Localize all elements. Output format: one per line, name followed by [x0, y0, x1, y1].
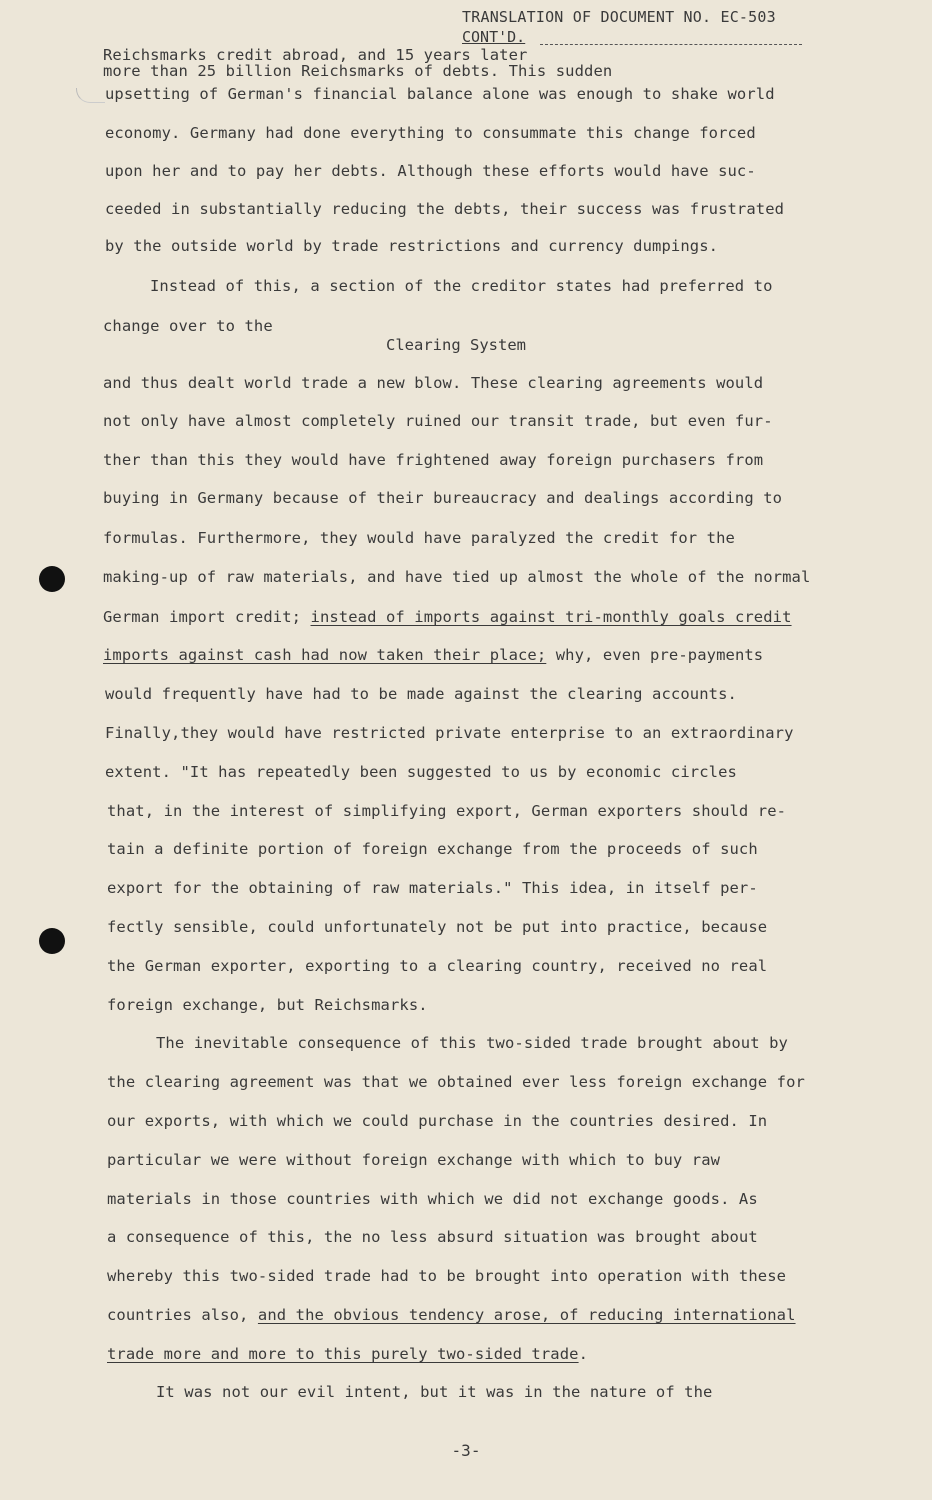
text-line [103, 608, 792, 626]
text-line: extent. "It has repeatedly been suggested to us by economic circles [105, 763, 737, 781]
text-line: buying in Germany because of their bureaucracy and dealings according to [103, 489, 783, 507]
underlined-phrase: imports against cash had now taken their place; [103, 646, 547, 664]
text-fragment: why, even pre-payments [555, 646, 764, 664]
text-line: would frequently have had to be made against the clearing accounts. [105, 685, 737, 703]
text-line: more than 25 billion Reichsmarks of debts. This sudden [103, 62, 613, 80]
text-line: whereby this two-sided trade had to be brought into operation with these [107, 1267, 787, 1285]
text-line: our exports, with which we could purchase in the countries desired. In [107, 1112, 768, 1130]
text-line: change over to the [103, 317, 273, 335]
text-line: formulas. Furthermore, they would have paralyzed the credit for the [103, 529, 735, 547]
text-line: ther than this they would have frightened away foreign purchasers from [103, 451, 764, 469]
underlined-phrase: instead of imports against tri-monthly goals credit [310, 608, 792, 626]
text-line: that, in the interest of simplifying export, German exporters should re- [107, 802, 787, 820]
text-line: The inevitable consequence of this two-sided trade brought about by [156, 1034, 788, 1052]
text-line: a consequence of this, the no less absurd situation was brought about [107, 1228, 758, 1246]
underlined-phrase: and the obvious tendency arose, of reducing international [257, 1306, 796, 1324]
text-line: not only have almost completely ruined our transit trade, but even fur- [103, 412, 773, 430]
text-line: tain a definite portion of foreign exchange from the proceeds of such [107, 840, 758, 858]
text-line [107, 1345, 588, 1363]
text-line: the German exporter, exporting to a clearing country, received no real [107, 957, 768, 975]
text-fragment: countries also, [107, 1306, 249, 1324]
text-fragment: . [578, 1345, 589, 1363]
text-line: Finally,they would have restricted private enterprise to an extraordinary [105, 724, 794, 742]
text-line: ceeded in substantially reducing the debts, their success was frustrated [105, 200, 785, 218]
text-line: economy. Germany had done everything to consummate this change forced [105, 124, 756, 142]
text-line: by the outside world by trade restrictions and currency dumpings. [105, 237, 719, 255]
text-line: the clearing agreement was that we obtained ever less foreign exchange for [107, 1073, 805, 1091]
text-line: materials in those countries with which we did not exchange goods. As [107, 1190, 758, 1208]
text-line: upsetting of German's financial balance alone was enough to shake world [105, 85, 775, 103]
text-line: export for the obtaining of raw materials." This idea, in itself per- [107, 879, 758, 897]
text-line [107, 1306, 796, 1324]
text-line: particular we were without foreign exchange with which to buy raw [107, 1151, 721, 1169]
text-line: Reichsmarks credit abroad, and 15 years later [103, 46, 528, 64]
underlined-phrase: trade more and more to this purely two-sided trade [107, 1345, 579, 1363]
header-rule [540, 44, 802, 45]
section-heading: Clearing System [386, 336, 526, 354]
text-line: upon her and to pay her debts. Although these efforts would have suc- [105, 162, 756, 180]
text-line: It was not our evil intent, but it was in the nature of the [156, 1383, 713, 1401]
text-fragment: German import credit; [103, 608, 302, 626]
text-line: Instead of this, a section of the creditor states had preferred to [150, 277, 773, 295]
text-line: making-up of raw materials, and have tied up almost the whole of the normal [103, 568, 811, 586]
margin-pencil-mark [76, 88, 105, 103]
page-number: -3- [451, 1441, 481, 1460]
punch-hole-lower [39, 928, 65, 954]
document-header-title: TRANSLATION OF DOCUMENT NO. EC-503 [462, 8, 776, 26]
text-line: foreign exchange, but Reichsmarks. [107, 996, 428, 1014]
text-line: and thus dealt world trade a new blow. These clearing agreements would [103, 374, 764, 392]
document-header-contd: CONT'D. [462, 28, 526, 46]
text-line: fectly sensible, could unfortunately not be put into practice, because [107, 918, 768, 936]
text-line [103, 646, 763, 664]
punch-hole-upper [39, 566, 65, 592]
